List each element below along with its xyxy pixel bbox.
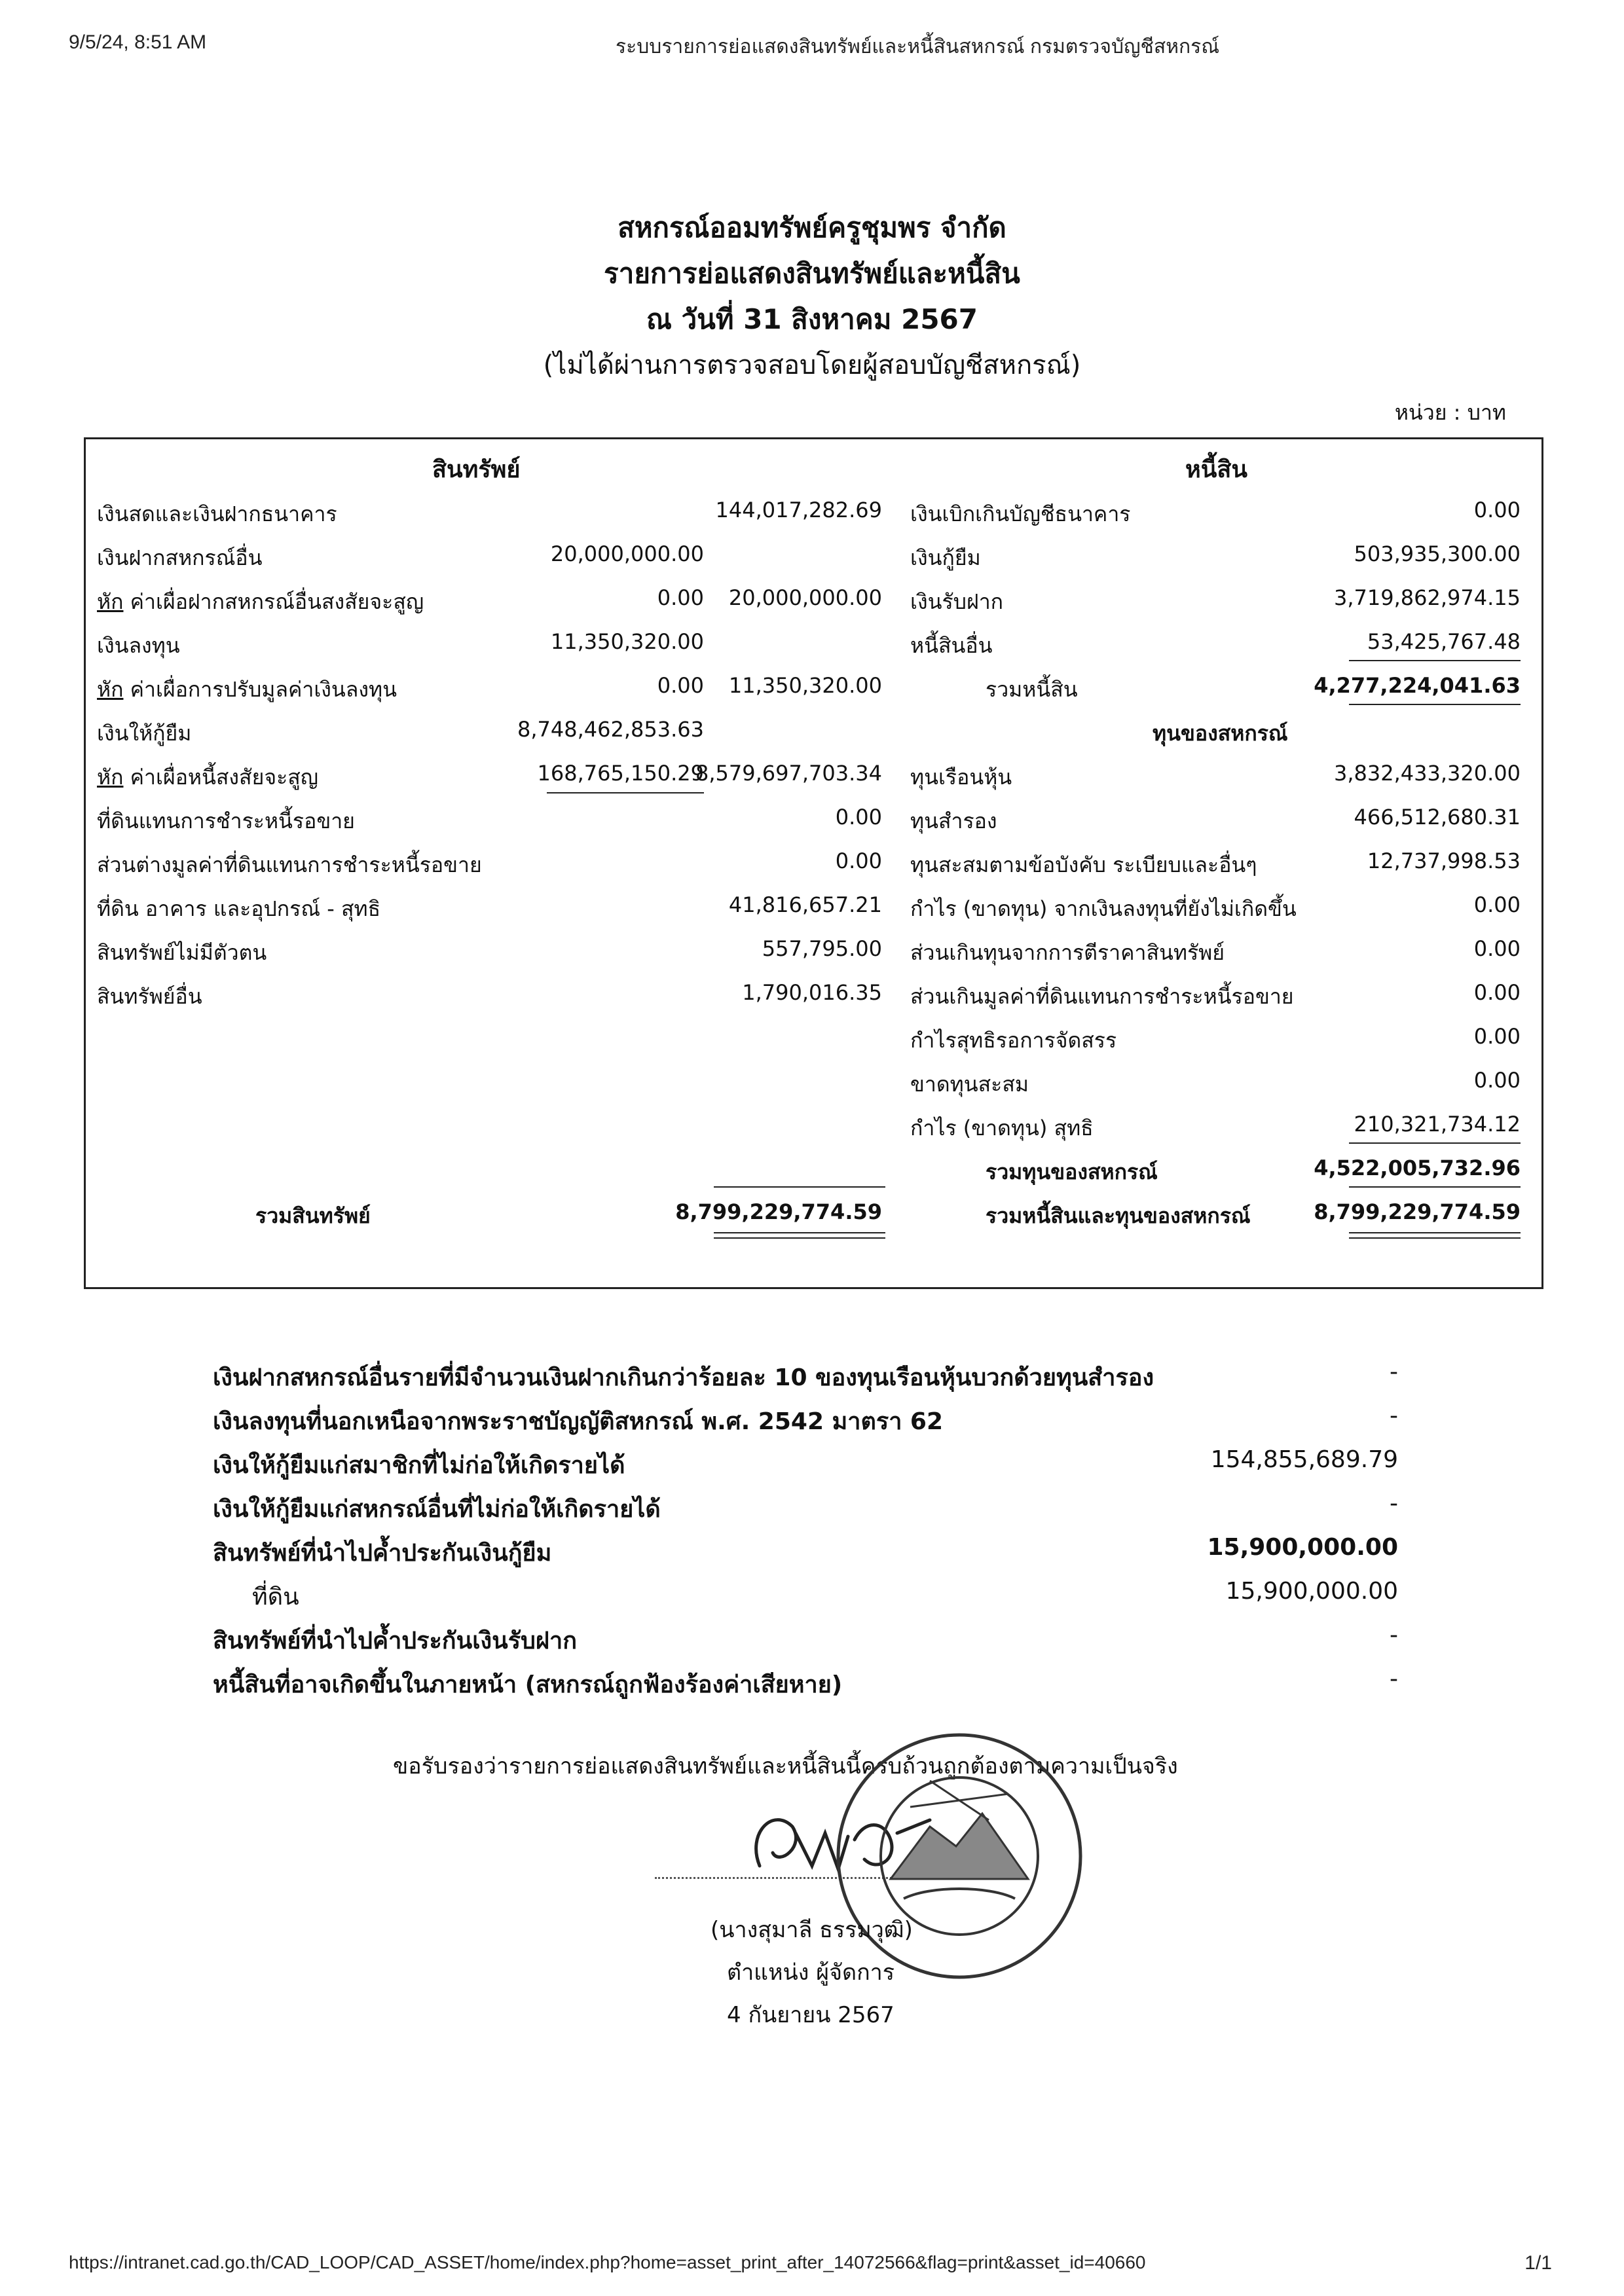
- page-url: https://intranet.cad.go.th/CAD_LOOP/CAD_ASSET/home/index.php?home=asset_print_after_14072566&flag=print&asset_id=40660: [69, 2252, 1146, 2272]
- asset-sub: 168,765,150.29: [537, 761, 704, 786]
- equity-total-underline: [1349, 1186, 1521, 1188]
- sub-underline: [547, 792, 704, 793]
- grand-total-double-underline: [1349, 1232, 1521, 1239]
- equity-value: 0.00: [1473, 980, 1521, 1005]
- equity-value: 0.00: [1473, 892, 1521, 917]
- asset-total: 144,017,282.69: [715, 498, 882, 522]
- note-value: -: [1390, 1622, 1398, 1649]
- asset-total: 20,000,000.00: [728, 585, 882, 610]
- asset-total: 8,579,697,703.34: [695, 761, 882, 786]
- liability-value: 0.00: [1473, 498, 1521, 522]
- asset-total: 11,350,320.00: [728, 673, 882, 698]
- asset-label: เงินฝากสหกรณ์อื่น: [97, 545, 263, 570]
- equity-value: 3,832,433,320.00: [1334, 761, 1521, 786]
- certification-statement: ขอรับรองว่ารายการย่อแสดงสินทรัพย์และหนี้สินนี้ครบถ้วนถูกต้องตามความเป็นจริง: [393, 1753, 1178, 1779]
- equity-label: กำไรสุทธิรอการจัดสรร: [910, 1028, 1117, 1053]
- note-label: ที่ดิน: [252, 1584, 299, 1611]
- equity-label: กำไร (ขาดทุน) สุทธิ: [910, 1116, 1094, 1140]
- note-label: หนี้สินที่อาจเกิดขึ้นในภายหน้า (สหกรณ์ถูกฟ้องร้องค่าเสียหาย): [213, 1671, 843, 1698]
- total-equity-label: รวมทุนของสหกรณ์: [986, 1159, 1158, 1184]
- asset-sub: 8,748,462,853.63: [517, 717, 704, 742]
- asset-total: 41,816,657.21: [728, 892, 882, 917]
- note-label: เงินลงทุนที่นอกเหนือจากพระราชบัญญัติสหกรณ์ พ.ศ. 2542 มาตรา 62: [213, 1408, 944, 1435]
- asset-total: 1,790,016.35: [742, 980, 882, 1005]
- asset-total: 557,795.00: [762, 936, 882, 961]
- asset-label: สินทรัพย์อื่น: [97, 984, 202, 1009]
- total-assets-value: 8,799,229,774.59: [675, 1199, 882, 1224]
- total-equity-value: 4,522,005,732.96: [1314, 1156, 1521, 1180]
- liability-value: 3,719,862,974.15: [1334, 585, 1521, 610]
- note-value: 154,855,689.79: [1210, 1446, 1398, 1473]
- equity-label: ส่วนเกินทุนจากการตีราคาสินทรัพย์: [910, 940, 1225, 965]
- page-number: 1/1: [1524, 2252, 1552, 2274]
- liability-total-underline: [1349, 704, 1521, 705]
- total-assets-double-underline: [714, 1232, 885, 1239]
- asset-total: 0.00: [835, 848, 882, 873]
- asset-label: ที่ดินแทนการชำระหนี้รอขาย: [97, 809, 355, 833]
- equity-label: กำไร (ขาดทุน) จากเงินลงทุนที่ยังไม่เกิดขึ้น: [910, 896, 1297, 921]
- unit-label: หน่วย : บาท: [1394, 400, 1506, 425]
- note-value: 15,900,000.00: [1207, 1534, 1398, 1561]
- asset-label: สินทรัพย์ไม่มีตัวตน: [97, 940, 267, 965]
- assets-heading: สินทรัพย์: [432, 456, 521, 483]
- asset-label: ที่ดิน อาคาร และอุปกรณ์ - สุทธิ: [97, 896, 381, 921]
- asset-sub: 0.00: [657, 585, 704, 610]
- note-label: สินทรัพย์ที่นำไปค้ำประกันเงินกู้ยืม: [213, 1540, 552, 1567]
- note-value: -: [1390, 1358, 1398, 1385]
- grand-total-value: 8,799,229,774.59: [1314, 1199, 1521, 1224]
- equity-value: 12,737,998.53: [1367, 848, 1521, 873]
- total-liabilities-value: 4,277,224,041.63: [1314, 673, 1521, 698]
- print-datetime: 9/5/24, 8:51 AM: [69, 31, 207, 53]
- grand-total-label: รวมหนี้สินและทุนของสหกรณ์: [986, 1203, 1251, 1228]
- asset-label: เงินให้กู้ยืม: [97, 721, 192, 746]
- note-value: 15,900,000.00: [1225, 1578, 1398, 1605]
- equity-value: 0.00: [1473, 936, 1521, 961]
- liability-label: หนี้สินอื่น: [910, 633, 993, 658]
- equity-heading: ทุนของสหกรณ์: [1153, 721, 1288, 746]
- liability-label: เงินกู้ยืม: [910, 545, 981, 570]
- asset-label: หัก ค่าเผื่อฝากสหกรณ์อื่นสงสัยจะสูญ: [97, 589, 424, 614]
- equity-label: ส่วนเกินมูลค่าที่ดินแทนการชำระหนี้รอขาย: [910, 984, 1294, 1009]
- system-title: ระบบรายการย่อแสดงสินทรัพย์และหนี้สินสหกรณ์ กรมตรวจบัญชีสหกรณ์: [616, 36, 1220, 58]
- asset-sub: 20,000,000.00: [550, 541, 704, 566]
- asset-label: หัก ค่าเผื่อหนี้สงสัยจะสูญ: [97, 765, 319, 790]
- total-assets-label: รวมสินทรัพย์: [255, 1203, 371, 1228]
- signer-name: (นางสุมาลี ธรรมวุฒิ): [710, 1917, 913, 1943]
- report-title: รายการย่อแสดงสินทรัพย์และหนี้สิน: [604, 257, 1020, 289]
- coop-name: สหกรณ์ออมทรัพย์ครูชุมพร จำกัด: [618, 211, 1006, 244]
- signer-position: ตำแหน่ง ผู้จัดการ: [727, 1959, 895, 1986]
- equity-value: 466,512,680.31: [1354, 805, 1521, 829]
- equity-value: 210,321,734.12: [1354, 1112, 1521, 1137]
- asset-sub: 0.00: [657, 673, 704, 698]
- liability-value: 503,935,300.00: [1354, 541, 1521, 566]
- liability-label: เงินเบิกเกินบัญชีธนาคาร: [910, 501, 1131, 526]
- audit-note: (ไม่ได้ผ่านการตรวจสอบโดยผู้สอบบัญชีสหกรณ์): [543, 350, 1081, 380]
- total-liabilities-label: รวมหนี้สิน: [986, 677, 1078, 702]
- certification-date: 4 กันยายน 2567: [727, 2002, 895, 2028]
- note-label: สินทรัพย์ที่นำไปค้ำประกันเงินรับฝาก: [213, 1628, 577, 1654]
- note-label: เงินฝากสหกรณ์อื่นรายที่มีจำนวนเงินฝากเกินกว่าร้อยละ 10 ของทุนเรือนหุ้นบวกด้วยทุนสำรอง: [213, 1364, 1154, 1391]
- less-label: หัก: [97, 677, 124, 702]
- liability-value: 53,425,767.48: [1367, 629, 1521, 654]
- note-label: เงินให้กู้ยืมแก่สมาชิกที่ไม่ก่อให้เกิดรายได้: [213, 1452, 625, 1479]
- equity-label: ทุนเรือนหุ้น: [910, 765, 1012, 790]
- less-label: หัก: [97, 589, 124, 614]
- asset-label: เงินสดและเงินฝากธนาคาร: [97, 501, 337, 526]
- equity-label: ขาดทุนสะสม: [910, 1072, 1029, 1097]
- equity-label: ทุนสะสมตามข้อบังคับ ระเบียบและอื่นๆ: [910, 852, 1257, 877]
- liability-underline: [1349, 660, 1521, 661]
- equity-underline: [1349, 1142, 1521, 1144]
- less-label: หัก: [97, 765, 124, 790]
- asset-label: ส่วนต่างมูลค่าที่ดินแทนการชำระหนี้รอขาย: [97, 852, 482, 877]
- equity-value: 0.00: [1473, 1024, 1521, 1049]
- report-date: ณ วันที่ 31 สิงหาคม 2567: [646, 303, 978, 335]
- liabilities-heading: หนี้สิน: [1185, 456, 1247, 483]
- asset-label: หัก ค่าเผื่อการปรับมูลค่าเงินลงทุน: [97, 677, 397, 702]
- note-value: -: [1390, 1402, 1398, 1429]
- note-value: -: [1390, 1666, 1398, 1692]
- asset-sub: 11,350,320.00: [550, 629, 704, 654]
- liability-label: เงินรับฝาก: [910, 589, 1004, 614]
- asset-total: 0.00: [835, 805, 882, 829]
- equity-label: ทุนสำรอง: [910, 809, 997, 833]
- assets-total-overline: [714, 1186, 885, 1188]
- asset-label: เงินลงทุน: [97, 633, 180, 658]
- note-value: -: [1390, 1490, 1398, 1517]
- equity-value: 0.00: [1473, 1068, 1521, 1093]
- note-label: เงินให้กู้ยืมแก่สหกรณ์อื่นที่ไม่ก่อให้เกิดรายได้: [213, 1496, 661, 1523]
